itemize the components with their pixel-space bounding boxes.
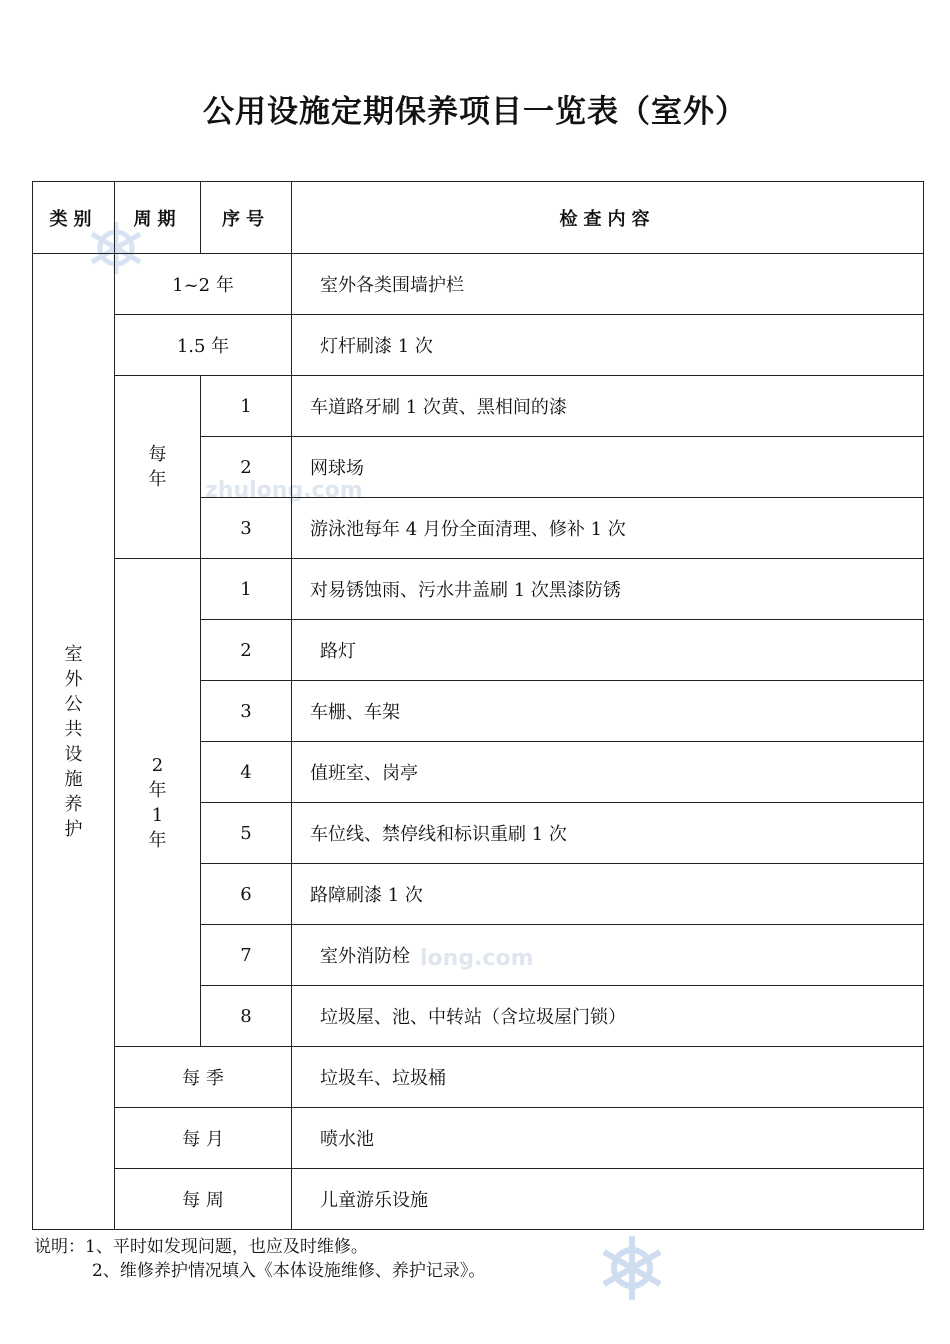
note-line-1: 说明：1、平时如发现问题，也应及时维修。	[34, 1237, 368, 1257]
number-cell: 3	[201, 498, 292, 559]
number-cell: 8	[201, 986, 292, 1047]
note-line-2: 2、维修养护情况填入《本体设施维修、养护记录》。	[92, 1261, 486, 1281]
category-cell	[33, 254, 115, 1230]
table-row	[33, 376, 924, 437]
content-cell: 网球场	[292, 437, 924, 498]
number-cell: 3	[201, 681, 292, 742]
content-cell: 值班室、岗亭	[292, 742, 924, 803]
content-cell: 灯杆刷漆 1 次	[292, 315, 924, 376]
number-cell: 1	[201, 376, 292, 437]
period-cell: 每 周	[115, 1169, 292, 1230]
number-cell: 2	[201, 620, 292, 681]
content-cell: 游泳池每年 4 月份全面清理、修补 1 次	[292, 498, 924, 559]
number-cell: 4	[201, 742, 292, 803]
period-cell: 每 季	[115, 1047, 292, 1108]
table-row	[33, 1047, 924, 1108]
content-cell: 路障刷漆 1 次	[292, 864, 924, 925]
page-title: 公用设施定期保养项目一览表（室外）	[203, 94, 747, 130]
content-cell: 喷水池	[292, 1108, 924, 1169]
number-cell: 5	[201, 803, 292, 864]
table-row	[33, 254, 924, 315]
number-cell: 1	[201, 559, 292, 620]
content-cell: 儿童游乐设施	[292, 1169, 924, 1230]
watermark-snowflake-icon	[596, 1232, 668, 1304]
period-cell-biennial	[115, 559, 201, 1047]
header-number: 序号	[201, 182, 292, 254]
category-label: 室外公共设施养护	[64, 643, 83, 840]
number-cell: 6	[201, 864, 292, 925]
header-period: 周期	[115, 182, 201, 254]
watermark-text: long.com	[420, 946, 534, 971]
content-cell: 车位线、禁停线和标识重刷 1 次	[292, 803, 924, 864]
table-row	[33, 1108, 924, 1169]
period-label-yearly: 每年	[148, 444, 167, 490]
content-cell: 室外各类围墙护栏	[292, 254, 924, 315]
period-cell: 1~2 年	[115, 254, 292, 315]
content-cell: 对易锈蚀雨、污水井盖刷 1 次黑漆防锈	[292, 559, 924, 620]
header-content: 检查内容	[292, 182, 924, 254]
table-header-row	[33, 182, 924, 254]
maintenance-table	[32, 181, 924, 1230]
table-row	[33, 1169, 924, 1230]
period-label-biennial: 2年1年	[148, 754, 167, 851]
period-cell: 1.5 年	[115, 315, 292, 376]
content-cell: 车道路牙刷 1 次黄、黑相间的漆	[292, 376, 924, 437]
watermark-text: zhulong.com	[205, 478, 363, 503]
content-cell: 垃圾车、垃圾桶	[292, 1047, 924, 1108]
number-cell: 7	[201, 925, 292, 986]
content-cell: 室外消防栓	[292, 925, 924, 986]
content-cell: 车栅、车架	[292, 681, 924, 742]
content-cell: 路灯	[292, 620, 924, 681]
table-row	[33, 559, 924, 620]
number-cell: 2	[201, 437, 292, 498]
content-cell: 垃圾屋、池、中转站（含垃圾屋门锁）	[292, 986, 924, 1047]
period-cell-yearly	[115, 376, 201, 559]
header-category: 类别	[33, 182, 115, 254]
period-cell: 每 月	[115, 1108, 292, 1169]
table-row	[33, 315, 924, 376]
